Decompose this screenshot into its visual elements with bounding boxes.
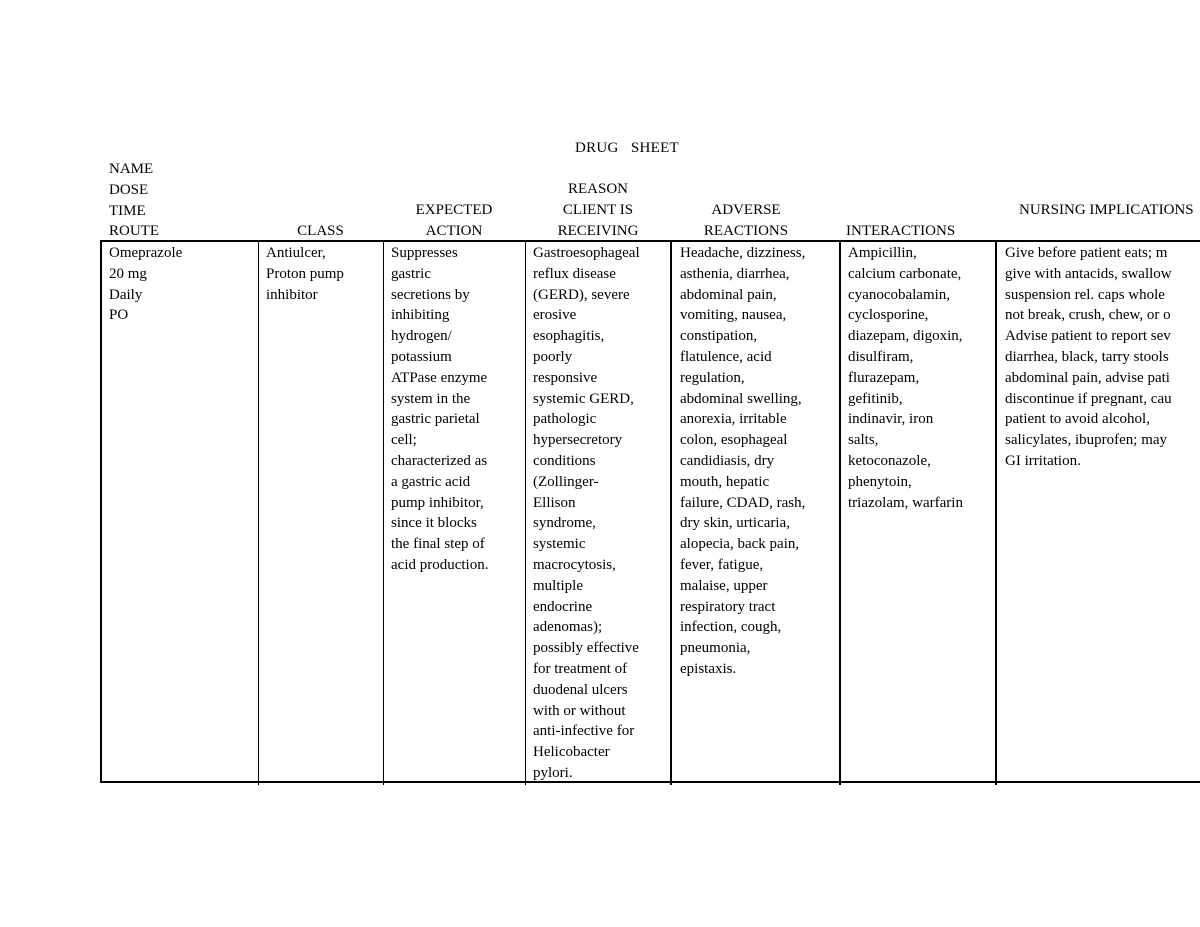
cell-nursing-implications: Give before patient eats; m give with antacids, swallow suspension rel. caps whole not break, crush, chew, or o Advise patient to report sev diarrhea, black, tarry stools abdominal pain, advise pati discontinue if pregnant, cau patient to avoid alcohol, salicylates, ibuprofen; may GI irritation. bbox=[1005, 245, 1172, 469]
cell-class: Antiulcer, Proton pump inhibitor bbox=[266, 245, 344, 303]
cell-name: Omeprazole 20 mg Daily PO bbox=[109, 245, 183, 324]
header-interactions: INTERACTIONS bbox=[846, 223, 956, 239]
header-name-dose-time-route: NAME DOSE TIME ROUTE bbox=[109, 161, 159, 240]
column-divider bbox=[258, 240, 259, 785]
column-divider bbox=[670, 240, 672, 785]
header-nursing-implications: NURSING IMPLICATIONS bbox=[1019, 202, 1194, 218]
header-expected-action: EXPECTED ACTION bbox=[415, 202, 493, 239]
column-divider bbox=[383, 240, 384, 785]
header-class: CLASS bbox=[297, 223, 344, 239]
header-reason: REASON CLIENT IS RECEIVING bbox=[557, 181, 639, 239]
cell-reason: Gastroesophageal reflux disease (GERD), severe erosive esophagitis, poorly responsive systemic GERD, pathologic hypersecretory conditions (Zollinger- Ellison syndrome, systemic macrocytosis, multiple endocrine adenomas); possibly effective for treatment of duodenal ulcers with or without anti-infective for Helicobacter pylori. bbox=[533, 245, 640, 781]
cell-adverse-reactions: Headache, dizziness, asthenia, diarrhea, abdominal pain, vomiting, nausea, constipation, flatulence, acid regulation, abdominal swelling, anorexia, irritable colon, esophageal candidiasis, dry mouth, hepatic failure, CDAD, rash, dry skin, urticaria, alopecia, back pain, fever, fatigue, malaise, upper respiratory tract infection, cough, pneumonia, epistaxis. bbox=[680, 245, 806, 677]
column-divider bbox=[525, 240, 526, 785]
page-title: DRUG SHEET bbox=[574, 140, 679, 156]
column-divider bbox=[995, 240, 997, 785]
header-adverse-reactions: ADVERSE REACTIONS bbox=[703, 202, 789, 239]
column-divider bbox=[839, 240, 841, 785]
cell-interactions: Ampicillin, calcium carbonate, cyanocobalamin, cyclosporine, diazepam, digoxin, disulfiram, flurazepam, gefitinib, indinavir, iron salts, ketoconazole, phenytoin, triazolam, warfarin bbox=[848, 245, 963, 511]
cell-expected-action: Suppresses gastric secretions by inhibiting hydrogen/ potassium ATPase enzyme system in the gastric parietal cell; characterized as a gastric acid pump inhibitor, since it blocks the final step of acid production. bbox=[391, 245, 489, 573]
